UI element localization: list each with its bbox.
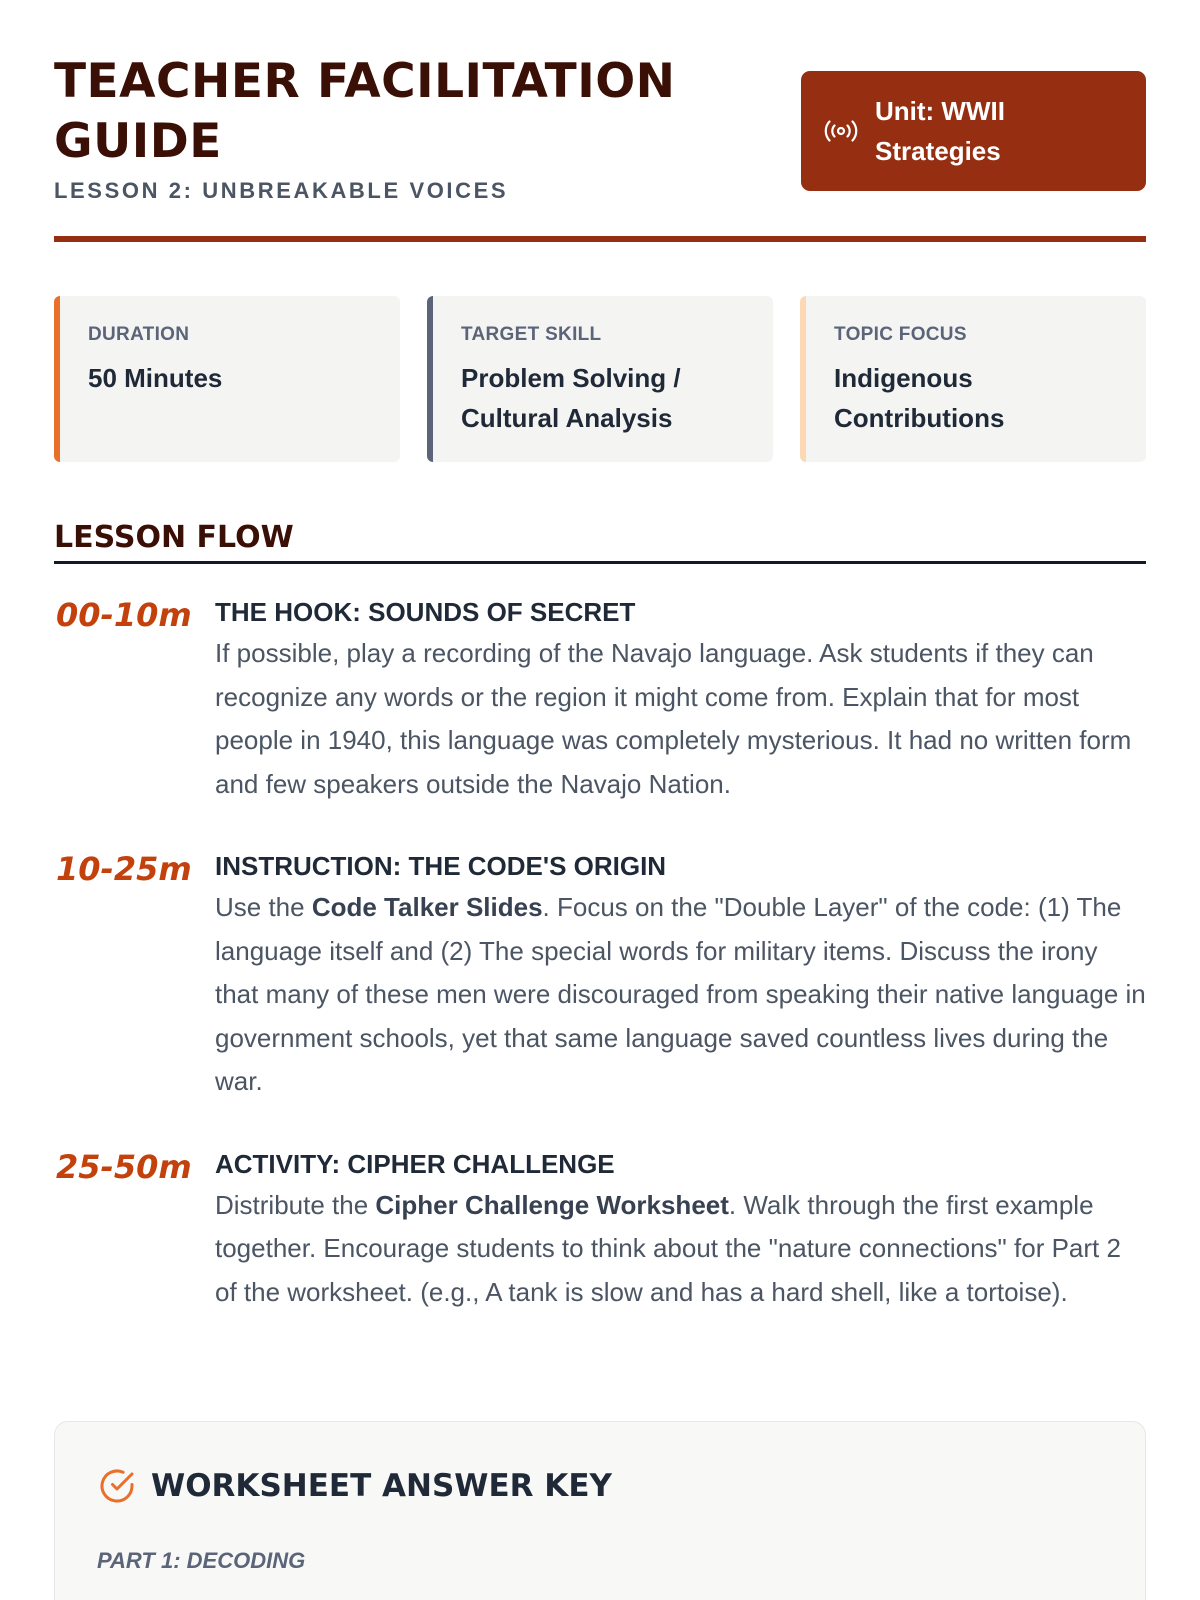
unit-badge bbox=[801, 71, 1146, 191]
cipher-worksheet-resource: Cipher Challenge Worksheet bbox=[375, 1189, 729, 1220]
step-description-start: Use the bbox=[215, 892, 312, 922]
header bbox=[54, 0, 1146, 242]
info-cards bbox=[54, 296, 1146, 462]
step-time: 00-10m bbox=[56, 596, 192, 634]
step-heading: THE HOOK: SOUNDS OF SECRET bbox=[215, 597, 636, 627]
target-skill-card bbox=[427, 296, 773, 462]
flow-step-activity bbox=[54, 1144, 1146, 1315]
unit-badge-label: Unit: WWII Strategies bbox=[875, 96, 1005, 166]
page-title: TEACHER FACILITATION GUIDE bbox=[54, 54, 676, 169]
answer-key-card bbox=[54, 1421, 1146, 1600]
step-description-start: Distribute the bbox=[215, 1189, 376, 1220]
lesson-flow-divider bbox=[54, 561, 1146, 564]
part-1-label: PART 1: DECODING bbox=[97, 1548, 306, 1573]
broadcast-icon bbox=[823, 116, 859, 146]
step-heading: ACTIVITY: CIPHER CHALLENGE bbox=[215, 1148, 615, 1179]
lesson-subtitle: LESSON 2: UNBREAKABLE VOICES bbox=[54, 178, 509, 203]
header-divider bbox=[54, 236, 1146, 242]
flow-step-instruction bbox=[54, 846, 1146, 1104]
topic-focus-card bbox=[800, 296, 1146, 462]
step-description-rest: . Focus on the "Double Layer" of the code: (1) The language itself and (2) The special words for military items. Discuss the irony that many of these men were discouraged from speaking their native language in government schools, yet that same language saved countless lives during the war. bbox=[215, 892, 1146, 1096]
topic-focus-label: TOPIC FOCUS bbox=[834, 324, 967, 345]
step-description: If possible, play a recording of the Navajo language. Ask students if they can recognize any words or the region it might come from. Explain that for most people in 1940, this language was completely mysterious. It had no written form and few speakers outside the Navajo Nation. bbox=[215, 638, 1132, 799]
topic-focus-value: Indigenous Contributions bbox=[834, 363, 1005, 433]
answer-key-heading bbox=[97, 1466, 1103, 1506]
flow-step-hook bbox=[54, 592, 1146, 806]
duration-label: DURATION bbox=[88, 324, 190, 345]
target-skill-value: Problem Solving / Cultural Analysis bbox=[461, 363, 681, 433]
check-circle-icon bbox=[97, 1466, 137, 1506]
step-heading: INSTRUCTION: THE CODE'S ORIGIN bbox=[215, 851, 667, 881]
step-description bbox=[215, 886, 1146, 1104]
step-description bbox=[215, 1184, 1146, 1315]
lesson-flow bbox=[54, 592, 1146, 1354]
step-time: 10-25m bbox=[56, 850, 192, 888]
lesson-flow-title: LESSON FLOW bbox=[54, 520, 294, 555]
target-skill-label: TARGET SKILL bbox=[461, 324, 602, 345]
code-talker-slides-resource: Code Talker Slides bbox=[311, 892, 543, 922]
answer-key-title: WORKSHEET ANSWER KEY bbox=[151, 1468, 612, 1504]
step-description-rest: . Walk through the first example together. Encourage students to think about the "nature connections" for Part 2 of the worksheet. (e.g., A tank is slow and has a hard shell, like a tortoise). bbox=[215, 1189, 1121, 1307]
duration-value: 50 Minutes bbox=[88, 363, 223, 393]
step-time: 25-50m bbox=[56, 1147, 192, 1186]
duration-card bbox=[54, 296, 400, 462]
